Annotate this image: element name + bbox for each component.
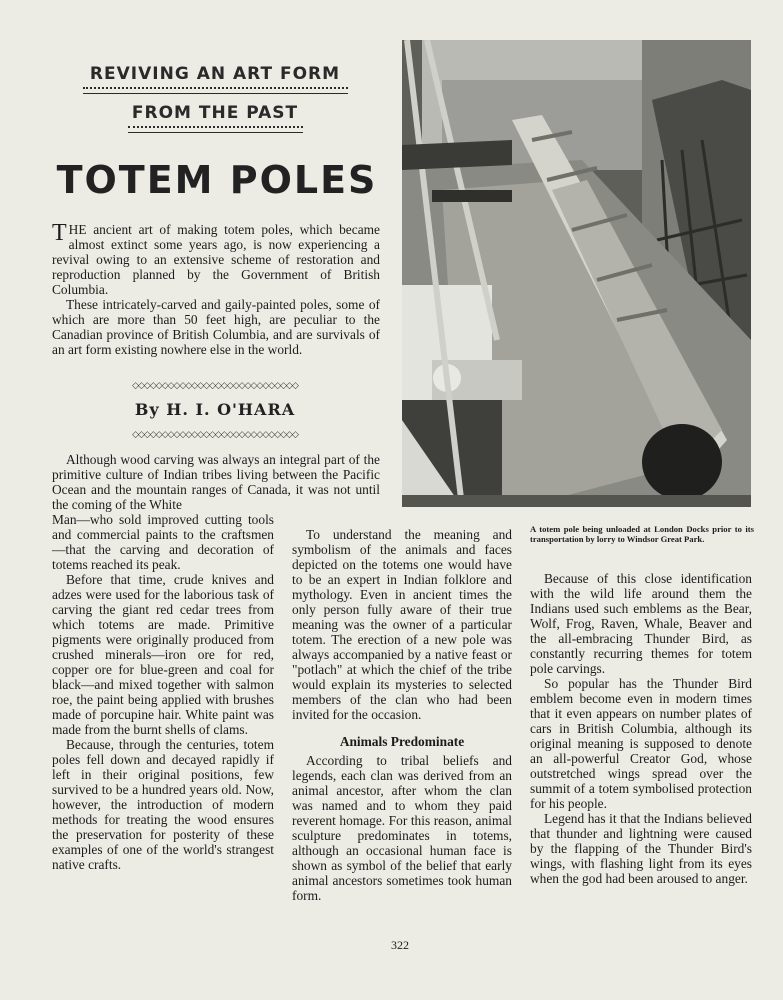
dock-scene-illustration <box>402 40 751 507</box>
column-3-paragraph-2: So popular has the Thunder Bird emblem become even in modern times that it even appears on number plates of cars in British Columbia, although its original meaning is supposed to denote an all-powerful Creator God, whose outstretched wings spread over the summit of a totem symbolised protection for his people. <box>530 676 752 811</box>
byline: By H. I. O'HARA <box>134 400 296 419</box>
photo-caption: A totem pole being unloaded at London Docks prior to its transportation by lorry to Windsor Great Park. <box>530 524 754 544</box>
column-1 <box>52 512 274 872</box>
column-3-paragraph-3: Legend has it that the Indians believed that thunder and lightning were caused by the flapping of the Thunder Bird's wings, with flashing light from its eyes when the god had been aroused to anger. <box>530 811 752 886</box>
kicker-line-2 <box>80 103 350 133</box>
column-3 <box>530 571 752 886</box>
column-2-paragraph-2: According to tribal beliefs and legends, each clan was derived from an animal ancestor, after whom the clan was named and to whom they paid reverent homage. For this reason, animal sculpture predominates in totems, although an occasional human face is shown as symbol of the belief that early animal ancestors sometimes took human form. <box>292 753 512 903</box>
totem-pole-photo <box>402 40 751 507</box>
column-1-top <box>52 452 380 512</box>
column-1-paragraph-1a: Although wood carving was always an integral part of the primitive culture of Indian tribes living between the Pacific Ocean and the mountain ranges of Canada, it was not until the coming of the White <box>52 452 380 512</box>
intro-paragraph-2: These intricately-carved and gaily-painted poles, some of which are more than 50 feet high, are peculiar to the Canadian province of British Columbia, and are survivals of an art form existing nowhere else in the world. <box>52 297 380 357</box>
ornament-rule-bottom: ◇◇◇◇◇◇◇◇◇◇◇◇◇◇◇◇◇◇◇◇◇◇◇◇◇◇◇◇ <box>132 430 298 440</box>
kicker-line-1-text: REVIVING AN ART FORM <box>89 64 341 84</box>
drop-cap: T <box>52 220 67 246</box>
kicker-rule-2 <box>128 126 303 133</box>
kicker-line-2-text: FROM THE PAST <box>131 103 299 123</box>
page-number: 322 <box>391 938 409 952</box>
ornament-rule-top: ◇◇◇◇◇◇◇◇◇◇◇◇◇◇◇◇◇◇◇◇◇◇◇◇◇◇◇◇ <box>132 381 298 391</box>
column-1-paragraph-3: Because, through the centuries, totem poles fell down and decayed rapidly if left in their original positions, few survived to be a hundred years old. Now, however, the introduction of modern methods for treating the wood ensures the preservation for posterity of these examples of one of the world's strangest native crafts. <box>52 737 274 872</box>
intro-paragraph-1 <box>52 222 380 297</box>
kicker-rule-1 <box>83 87 348 94</box>
subheading-animals: Animals Predominate <box>339 734 465 749</box>
column-2-paragraph-1: To understand the meaning and symbolism of the animals and faces depicted on the totems one would have to be an expert in Indian folklore and mythology. Even in ancient times the only person fully aware of their true meaning was the owner of a particular totem. The erection of a new pole was always accompanied by a native feast or "potlach" at which the chief of the tribe would explain its mysteries to selected members of the clan who had been invited for the occasion. <box>292 527 512 722</box>
article-title: TOTEM POLES <box>56 158 378 202</box>
column-3-paragraph-1: Because of this close identification with the wild life around them the Indians used such emblems as the Bear, Wolf, Frog, Raven, Whale, Beaver and the all-embracing Thunder Bird, as constantly recurring themes for totem pole carvings. <box>530 571 752 676</box>
column-1-paragraph-2: Before that time, crude knives and adzes were used for the laborious task of carving the giant red cedar trees from which totems are made. Primitive pigments were originally produced from crushed minerals—iron ore for red, copper ore for blue-green and coal for black—and mixed together with salmon roe, the paint being applied with brushes made of porcupine hair. White paint was made from the burnt shells of clams. <box>52 572 274 737</box>
intro-paragraph-1-text: HE ancient art of making totem poles, which became almost extinct some years ago, is now experiencing a revival owing to an extensive scheme of restoration and reproduction planned by the Government of British Columbia. <box>52 222 380 297</box>
intro-text <box>52 222 380 357</box>
column-2 <box>292 527 512 903</box>
kicker-line-1 <box>80 64 350 94</box>
column-1-paragraph-1b: Man—who sold improved cutting tools and commercial paints to the craftsmen—that the carving and decoration of totems reached its peak. <box>52 512 274 572</box>
